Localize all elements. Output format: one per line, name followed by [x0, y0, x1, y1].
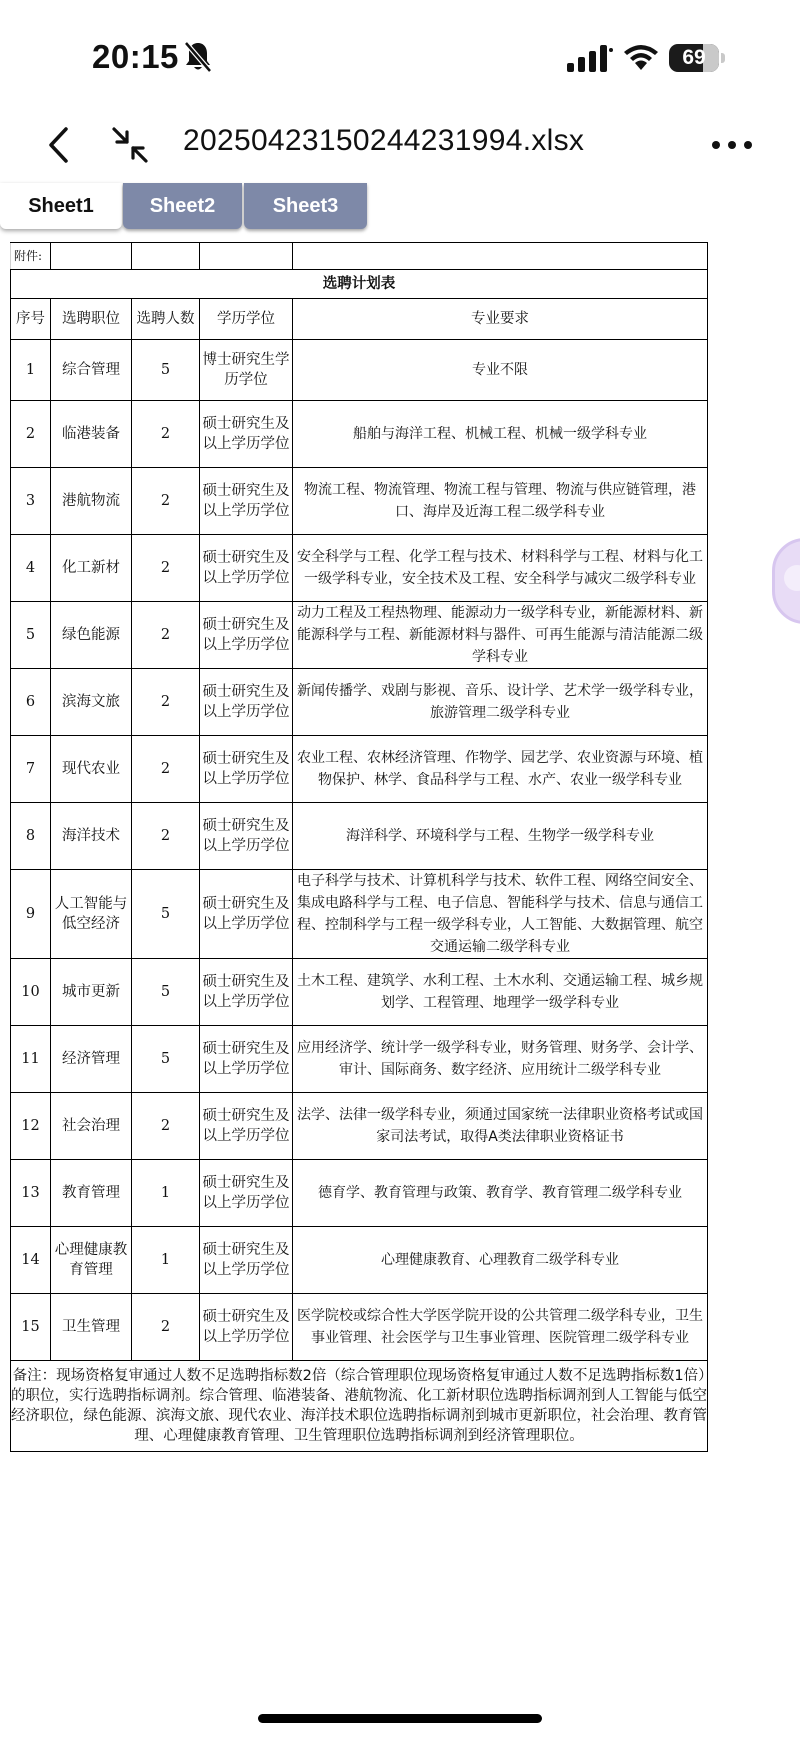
cell-major: 德育学、教育管理与政策、教育学、教育管理二级学科专业 — [293, 1160, 708, 1227]
cell-degree: 硕士研究生及以上学历学位 — [200, 1294, 293, 1361]
sheet-title: 选聘计划表 — [11, 270, 708, 299]
cell-count: 2 — [132, 803, 200, 870]
cell-major: 安全科学与工程、化学工程与技术、材料科学与工程、材料与化工一级学科专业，安全技术及工程、安全科学与减灾二级学科专业 — [293, 535, 708, 602]
floating-assistant-button[interactable] — [772, 538, 800, 624]
header-degree: 学历学位 — [200, 299, 293, 340]
cellular-signal-icon — [566, 44, 614, 72]
spreadsheet — [10, 242, 707, 1452]
nav-bar — [0, 110, 800, 190]
title-row — [11, 270, 708, 299]
header-position: 选聘职位 — [51, 299, 132, 340]
battery-icon — [669, 44, 725, 72]
cell-seq: 8 — [11, 803, 51, 870]
cell-count: 5 — [132, 959, 200, 1026]
cell-position: 化工新材 — [51, 535, 132, 602]
cell-seq: 1 — [11, 340, 51, 401]
cell-degree: 硕士研究生及以上学历学位 — [200, 468, 293, 535]
cell-position: 现代农业 — [51, 736, 132, 803]
cell-major: 新闻传播学、戏剧与影视、音乐、设计学、艺术学一级学科专业，旅游管理二级学科专业 — [293, 669, 708, 736]
cell-seq: 3 — [11, 468, 51, 535]
empty-cell — [132, 243, 200, 270]
cell-degree: 硕士研究生及以上学历学位 — [200, 1093, 293, 1160]
cell-seq: 2 — [11, 401, 51, 468]
cell-count: 5 — [132, 340, 200, 401]
cell-position: 临港装备 — [51, 401, 132, 468]
cell-degree: 硕士研究生及以上学历学位 — [200, 736, 293, 803]
cell-position: 港航物流 — [51, 468, 132, 535]
table-row — [11, 736, 708, 803]
cell-major: 农业工程、农林经济管理、作物学、园艺学、农业资源与环境、植物保护、林学、食品科学与工程、水产、农业一级学科专业 — [293, 736, 708, 803]
cell-degree: 硕士研究生及以上学历学位 — [200, 401, 293, 468]
header-count: 选聘人数 — [132, 299, 200, 340]
empty-cell — [293, 243, 708, 270]
header-row — [11, 299, 708, 340]
attachment-row — [11, 243, 708, 270]
cell-position: 海洋技术 — [51, 803, 132, 870]
cell-seq: 5 — [11, 602, 51, 669]
table-row — [11, 401, 708, 468]
cell-major: 物流工程、物流管理、物流工程与管理、物流与供应链管理，港口、海岸及近海工程二级学科专业 — [293, 468, 708, 535]
tab-sheet1[interactable]: Sheet1 — [0, 183, 122, 229]
file-title: 20250423150244231994.xlsx — [183, 124, 585, 157]
cell-count: 2 — [132, 468, 200, 535]
cell-seq: 4 — [11, 535, 51, 602]
cell-count: 2 — [132, 669, 200, 736]
cell-major: 动力工程及工程热物理、能源动力一级学科专业，新能源材料、新能源科学与工程、新能源材料与器件、可再生能源与清洁能源二级学科专业 — [293, 602, 708, 669]
cell-degree: 硕士研究生及以上学历学位 — [200, 1026, 293, 1093]
cell-seq: 9 — [11, 870, 51, 959]
plan-table — [10, 242, 708, 1452]
cell-seq: 14 — [11, 1227, 51, 1294]
cell-degree: 硕士研究生及以上学历学位 — [200, 669, 293, 736]
cell-degree: 硕士研究生及以上学历学位 — [200, 959, 293, 1026]
table-row — [11, 535, 708, 602]
cell-count: 5 — [132, 1026, 200, 1093]
cell-count: 1 — [132, 1160, 200, 1227]
battery-level: 69 — [682, 46, 706, 69]
cell-degree: 博士研究生学历学位 — [200, 340, 293, 401]
cell-count: 2 — [132, 1294, 200, 1361]
status-time: 20:15 — [92, 38, 179, 75]
table-row — [11, 1026, 708, 1093]
table-row — [11, 803, 708, 870]
cell-major: 法学、法律一级学科专业，须通过国家统一法律职业资格考试或国家司法考试，取得A类法律职业资格证书 — [293, 1093, 708, 1160]
cell-position: 心理健康教育管理 — [51, 1227, 132, 1294]
header-seq: 序号 — [11, 299, 51, 340]
header-major: 专业要求 — [293, 299, 708, 340]
table-row — [11, 1160, 708, 1227]
cell-count: 2 — [132, 602, 200, 669]
back-icon[interactable] — [44, 124, 74, 166]
cell-position: 卫生管理 — [51, 1294, 132, 1361]
cell-major: 船舶与海洋工程、机械工程、机械一级学科专业 — [293, 401, 708, 468]
more-icon[interactable] — [710, 135, 754, 155]
cell-degree: 硕士研究生及以上学历学位 — [200, 870, 293, 959]
empty-cell — [51, 243, 132, 270]
cell-seq: 13 — [11, 1160, 51, 1227]
bell-slash-icon — [183, 40, 213, 74]
cell-seq: 11 — [11, 1026, 51, 1093]
cell-seq: 6 — [11, 669, 51, 736]
attachment-label: 附件: — [11, 243, 51, 270]
tab-sheet3[interactable]: Sheet3 — [244, 183, 367, 229]
empty-cell — [200, 243, 293, 270]
table-row — [11, 669, 708, 736]
status-bar — [0, 0, 800, 110]
cell-count: 2 — [132, 535, 200, 602]
cell-major: 应用经济学、统计学一级学科专业，财务管理、财务学、会计学、审计、国际商务、数字经济、应用统计二级学科专业 — [293, 1026, 708, 1093]
cell-degree: 硕士研究生及以上学历学位 — [200, 1160, 293, 1227]
cell-position: 教育管理 — [51, 1160, 132, 1227]
cell-count: 2 — [132, 401, 200, 468]
cell-degree: 硕士研究生及以上学历学位 — [200, 1227, 293, 1294]
cell-major: 医学院校或综合性大学医学院开设的公共管理二级学科专业，卫生事业管理、社会医学与卫生事业管理、医院管理二级学科专业 — [293, 1294, 708, 1361]
cell-count: 1 — [132, 1227, 200, 1294]
cell-position: 绿色能源 — [51, 602, 132, 669]
note-row — [11, 1361, 708, 1452]
cell-position: 社会治理 — [51, 1093, 132, 1160]
cell-position: 经济管理 — [51, 1026, 132, 1093]
cell-count: 2 — [132, 736, 200, 803]
cell-degree: 硕士研究生及以上学历学位 — [200, 602, 293, 669]
home-indicator[interactable] — [258, 1714, 542, 1723]
table-row — [11, 870, 708, 959]
cell-degree: 硕士研究生及以上学历学位 — [200, 535, 293, 602]
cell-seq: 7 — [11, 736, 51, 803]
cell-position: 人工智能与低空经济 — [51, 870, 132, 959]
cell-position: 综合管理 — [51, 340, 132, 401]
cell-seq: 10 — [11, 959, 51, 1026]
table-row — [11, 1227, 708, 1294]
table-row — [11, 340, 708, 401]
cell-position: 城市更新 — [51, 959, 132, 1026]
cell-degree: 硕士研究生及以上学历学位 — [200, 803, 293, 870]
cell-seq: 15 — [11, 1294, 51, 1361]
table-row — [11, 959, 708, 1026]
table-row — [11, 1294, 708, 1361]
collapse-icon[interactable] — [110, 124, 150, 166]
wifi-icon — [622, 42, 660, 72]
cell-major: 电子科学与技术、计算机科学与技术、软件工程、网络空间安全、集成电路科学与工程、电子信息、智能科学与技术、信息与通信工程、控制科学与工程一级学科专业，人工智能、大数据管理、航空交通运输二级学科专业 — [293, 870, 708, 959]
tab-sheet2[interactable]: Sheet2 — [123, 183, 242, 229]
cell-major: 心理健康教育、心理教育二级学科专业 — [293, 1227, 708, 1294]
cell-major: 专业不限 — [293, 340, 708, 401]
note-text: 备注：现场资格复审通过人数不足选聘指标数2倍（综合管理职位现场资格复审通过人数不足选聘指标数1倍）的职位，实行选聘指标调剂。综合管理、临港装备、港航物流、化工新材职位选聘指标调剂到人工智能与低空经济职位，绿色能源、滨海文旅、现代农业、海洋技术职位选聘指标调剂到城市更新职位，社会治理、教育管理、心理健康教育管理、卫生管理职位选聘指标调剂到经济管理职位。 — [11, 1361, 708, 1452]
cell-position: 滨海文旅 — [51, 669, 132, 736]
cell-seq: 12 — [11, 1093, 51, 1160]
table-row — [11, 1093, 708, 1160]
cell-major: 土木工程、建筑学、水利工程、土木水利、交通运输工程、城乡规划学、工程管理、地理学一级学科专业 — [293, 959, 708, 1026]
cell-count: 2 — [132, 1093, 200, 1160]
sheet-tabs — [0, 183, 800, 231]
cell-count: 5 — [132, 870, 200, 959]
table-row — [11, 602, 708, 669]
table-row — [11, 468, 708, 535]
cell-major: 海洋科学、环境科学与工程、生物学一级学科专业 — [293, 803, 708, 870]
